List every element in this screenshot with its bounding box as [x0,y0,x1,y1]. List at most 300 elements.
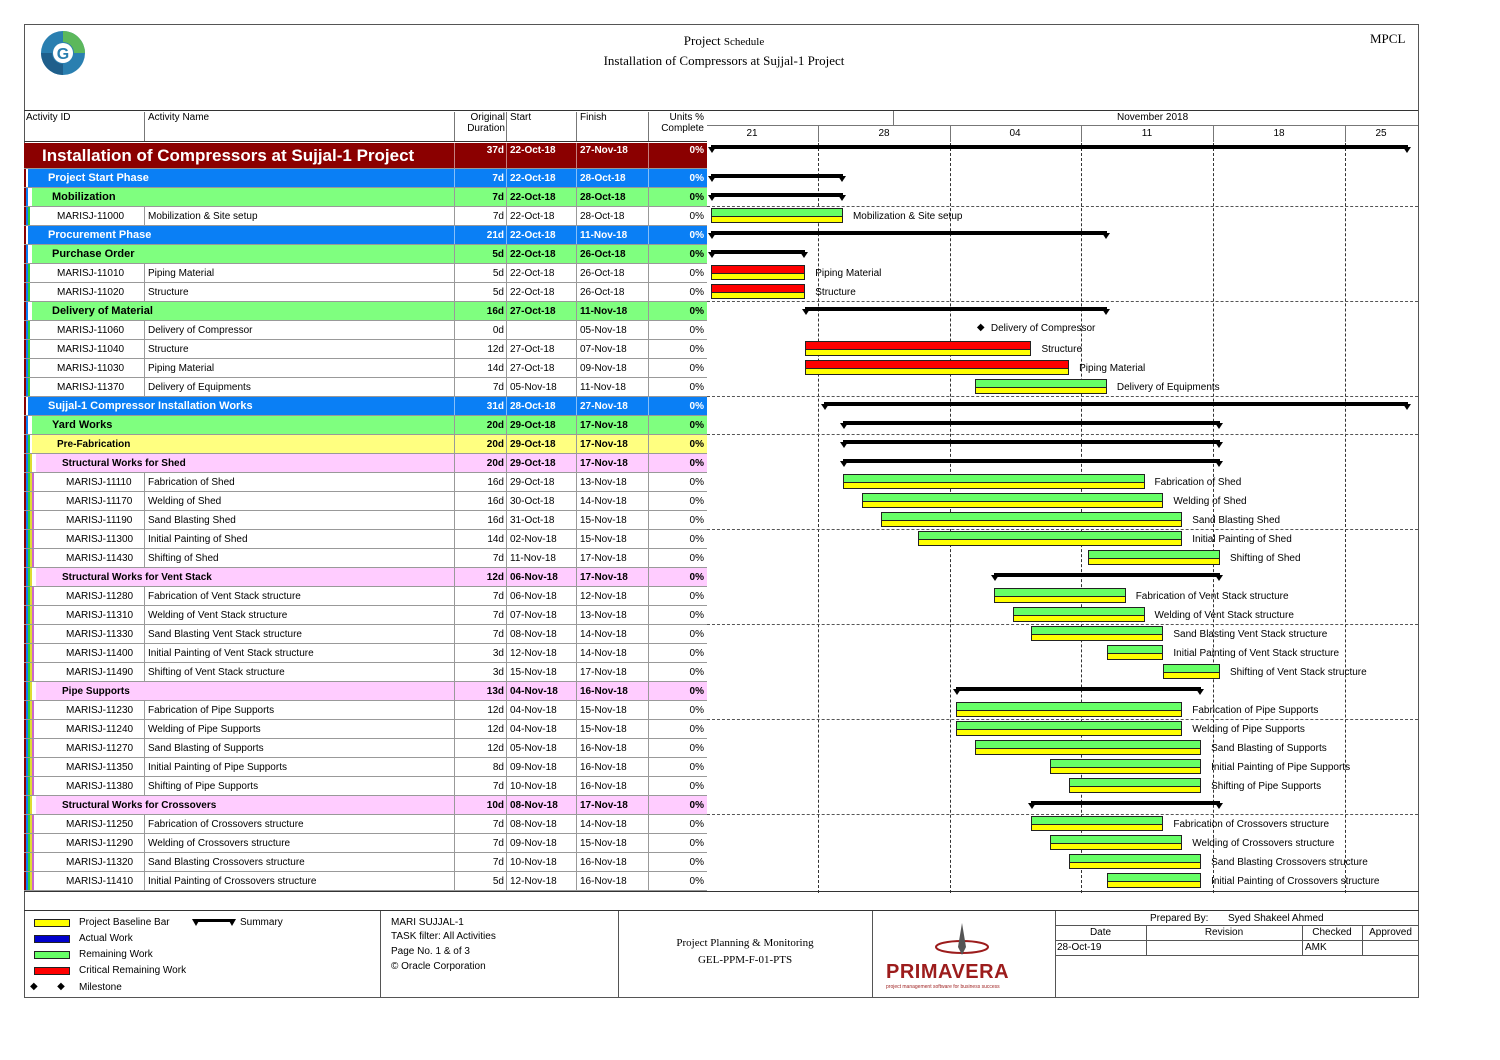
bar-label: Structure [815,287,856,298]
baseline-bar [1050,767,1201,774]
wbs-row[interactable] [24,796,707,815]
table-row[interactable] [24,720,707,739]
finish-date: 15-Nov-18 [580,704,627,716]
table-row[interactable] [24,359,707,378]
start-date: 07-Nov-18 [510,609,557,621]
start-date: 15-Nov-18 [510,666,557,678]
table-row[interactable] [24,340,707,359]
summary-bar[interactable] [843,440,1220,444]
start-date: 04-Nov-18 [510,685,558,697]
start-date: 22-Oct-18 [510,229,556,241]
sig-revision-header: Revision [1204,927,1244,938]
original-duration: 8d [492,761,504,773]
table-row[interactable] [24,606,707,625]
baseline-bar [881,520,1183,527]
activity-id: MARISJ-11380 [66,780,134,792]
start-date: 02-Nov-18 [510,533,557,545]
wbs-row[interactable] [24,226,707,245]
month-label: November 2018 [1117,112,1189,123]
units-complete: 0% [689,533,704,545]
table-row[interactable] [24,587,707,606]
units-complete: 0% [689,400,704,412]
original-duration: 37d [486,145,504,156]
start-date: 30-Oct-18 [510,495,555,507]
activity-name: Welding of Pipe Supports [148,723,261,735]
units-complete: 0% [689,552,704,564]
start-date: 28-Oct-18 [510,400,556,412]
original-duration: 7d [492,381,504,393]
activity-name: Sand Blasting Vent Stack structure [148,628,302,640]
finish-date: 14-Nov-18 [580,647,627,659]
start-date: 22-Oct-18 [510,191,556,203]
activity-name: Welding of Vent Stack structure [148,609,288,621]
gridline [707,301,1418,302]
wbs-row[interactable] [24,188,707,207]
activity-name: Shifting of Pipe Supports [148,780,259,792]
gridline [707,529,1418,530]
legend-actual: Actual Work [79,933,133,944]
start-date: 27-Oct-18 [510,362,555,374]
activity-id: MARISJ-11250 [66,818,134,830]
finish-date: 16-Nov-18 [580,761,627,773]
units-complete: 0% [689,210,704,222]
wbs-row[interactable] [24,143,707,169]
sig-checked-header: Checked [1312,927,1352,938]
gridline [707,434,1418,435]
finish-date: 26-Oct-18 [580,286,625,298]
original-duration: 7d [492,590,504,602]
finish-date: 13-Nov-18 [580,476,627,488]
original-duration: 7d [492,856,504,868]
wbs-row[interactable] [24,169,707,188]
baseline-bar [711,273,805,280]
wbs-row[interactable] [24,397,707,416]
activity-name: Structure [148,286,189,298]
start-date: 29-Oct-18 [510,457,556,469]
baseline-bar [956,710,1182,717]
original-duration: 5d [492,286,504,298]
original-duration: 10d [486,799,504,811]
bar-label: Mobilization & Site setup [852,211,963,222]
wbs-row[interactable] [24,416,707,435]
baseline-bar [862,501,1164,508]
legend-milestone-icon: ◆ ◆ [30,981,65,992]
units-complete: 0% [689,229,704,241]
table-row[interactable] [24,207,707,226]
original-duration: 5d [492,267,504,279]
start-date: 09-Nov-18 [510,837,557,849]
activity-name: Fabrication of Crossovers structure [148,818,304,830]
finish-date: 16-Nov-18 [580,780,627,792]
units-complete: 0% [689,191,704,203]
wbs-name: Yard Works [52,419,113,431]
units-complete: 0% [689,248,704,260]
original-duration: 31d [486,400,504,412]
summary-bar[interactable] [711,231,1107,235]
wbs-row[interactable] [24,454,707,473]
table-row[interactable] [24,321,707,340]
units-complete: 0% [689,875,704,887]
original-duration: 5d [492,248,504,260]
summary-bar[interactable] [843,421,1220,425]
table-row[interactable] [24,625,707,644]
finish-date: 15-Nov-18 [580,514,627,526]
wbs-name: Installation of Compressors at Sujjal-1 Project [42,145,415,165]
summary-bar[interactable] [711,145,1408,149]
units-complete: 0% [689,172,704,184]
activity-name: Sand Blasting Crossovers structure [148,856,305,868]
original-duration: 7d [492,172,504,184]
col-activity-name[interactable]: Activity Name [148,112,210,123]
activity-name: Sand Blasting Shed [148,514,236,526]
units-complete: 0% [689,647,704,659]
bar-label: Initial Painting of Pipe Supports [1211,762,1351,773]
wbs-name: Pipe Supports [62,685,130,697]
activity-id: MARISJ-11400 [66,647,134,659]
table-row[interactable] [24,264,707,283]
units-complete: 0% [689,305,704,317]
sig-checked-value: AMK [1305,942,1327,953]
original-duration: 12d [487,723,504,735]
start-date: 29-Oct-18 [510,419,556,431]
svg-text:G: G [56,46,70,63]
finish-date: 28-Oct-18 [580,210,625,222]
baseline-bar [711,292,805,299]
start-date: 05-Nov-18 [510,381,557,393]
start-date [510,321,574,339]
table-row[interactable] [24,834,707,853]
week-label: 28 [878,128,890,139]
activity-id: MARISJ-11040 [57,343,125,355]
start-date: 31-Oct-18 [510,514,555,526]
table-row[interactable] [24,530,707,549]
sig-date-header: Date [1089,927,1112,938]
finish-date: 14-Nov-18 [580,818,627,830]
activity-name: Shifting of Shed [148,552,219,564]
baseline-bar [1163,672,1220,679]
start-date: 22-Oct-18 [510,267,555,279]
baseline-bar [918,539,1182,546]
milestone-icon[interactable]: ◆ [976,322,985,333]
col-units-complete[interactable]: Units % Complete [661,112,704,134]
original-duration: 20d [486,457,504,469]
finish-date: 27-Nov-18 [580,145,628,156]
activity-name: Initial Painting of Shed [148,533,248,545]
table-row[interactable] [24,663,707,682]
activity-name: Shifting of Vent Stack structure [148,666,285,678]
gridline [707,206,1418,207]
start-date: 27-Oct-18 [510,343,555,355]
units-complete: 0% [689,267,704,279]
start-date: 04-Nov-18 [510,723,557,735]
footer-copyright: © Oracle Corporation [391,961,486,972]
finish-date: 27-Nov-18 [580,400,628,412]
finish-date: 28-Oct-18 [580,172,626,184]
summary-bar[interactable] [824,402,1408,406]
start-date: 27-Oct-18 [510,305,556,317]
baseline-bar [1031,634,1163,641]
table-row[interactable] [24,758,707,777]
table-row[interactable] [24,739,707,758]
table-header [24,110,707,142]
summary-bar[interactable] [956,687,1201,691]
table-row[interactable] [24,872,707,891]
gridline [818,143,819,893]
start-date: 09-Nov-18 [510,761,557,773]
start-date: 06-Nov-18 [510,590,557,602]
baseline-bar [1069,862,1201,869]
wbs-name: Purchase Order [52,248,135,260]
week-label: 25 [1375,128,1387,139]
primavera-brand: PRIMAVERA [886,961,1010,983]
wbs-name: Project Start Phase [48,172,149,184]
activity-name: Initial Painting of Vent Stack structure [148,647,314,659]
baseline-bar [1031,824,1163,831]
table-row[interactable] [24,511,707,530]
units-complete: 0% [689,799,704,811]
primavera-logo-icon [932,921,992,957]
table-row[interactable] [24,777,707,796]
start-date: 11-Nov-18 [510,552,556,564]
bar-label: Piping Material [1079,363,1146,374]
start-date: 22-Oct-18 [510,145,556,156]
activity-id: MARISJ-11280 [66,590,134,602]
milestone-label: Delivery of Compressor [990,323,1096,334]
summary-bar[interactable] [711,193,843,197]
start-date: 29-Oct-18 [510,438,556,450]
wbs-name: Structural Works for Crossovers [62,799,217,811]
sig-date-value: 28-Oct-19 [1057,942,1102,953]
original-duration: 16d [487,476,504,488]
wbs-name: Pre-Fabrication [57,438,131,450]
col-start[interactable]: Start [510,112,532,123]
footer-page: Page No. 1 & of 3 [391,946,470,957]
table-row[interactable] [24,378,707,397]
table-row[interactable] [24,283,707,302]
activity-id: MARISJ-11270 [66,742,134,754]
activity-id: MARISJ-11110 [66,476,132,488]
table-row[interactable] [24,815,707,834]
bar-label: Initial Painting of Vent Stack structure [1173,648,1340,659]
finish-date: 15-Nov-18 [580,533,627,545]
finish-date: 17-Nov-18 [580,419,628,431]
finish-date: 16-Nov-18 [580,875,627,887]
start-date: 12-Nov-18 [510,875,557,887]
sig-approved-header: Approved [1369,927,1412,938]
start-date: 10-Nov-18 [510,856,557,868]
legend-baseline-swatch [34,919,70,927]
baseline-bar [975,748,1201,755]
bar-label: Shifting of Pipe Supports [1211,781,1322,792]
summary-bar[interactable] [711,250,805,254]
bar-label: Shifting of Shed [1229,553,1301,564]
finish-date: 12-Nov-18 [580,590,627,602]
table-row[interactable] [24,853,707,872]
activity-name: Fabrication of Shed [148,476,235,488]
wbs-name: Mobilization [52,191,116,203]
original-duration: 16d [487,514,504,526]
baseline-bar [711,216,843,223]
wbs-name: Structural Works for Vent Stack [62,571,212,583]
summary-bar[interactable] [1031,801,1220,805]
units-complete: 0% [689,145,704,156]
week-label: 04 [1009,128,1021,139]
activity-id: MARISJ-11010 [57,267,125,279]
bar-label: Fabrication of Pipe Supports [1192,705,1319,716]
start-date: 22-Oct-18 [510,210,555,222]
gridline [707,624,1418,625]
table-row[interactable] [24,492,707,511]
summary-bar[interactable] [805,307,1107,311]
finish-date: 16-Nov-18 [580,685,628,697]
wbs-row[interactable] [24,245,707,264]
baseline-bar [1107,881,1201,888]
table-row[interactable] [24,701,707,720]
baseline-bar [1013,615,1145,622]
legend-summary-icon [192,918,236,928]
activity-id: MARISJ-11030 [57,362,125,374]
finish-date: 11-Nov-18 [580,381,626,393]
col-original-duration[interactable]: Original Duration [467,112,505,134]
wbs-name: Structural Works for Shed [62,457,186,469]
col-finish[interactable]: Finish [580,112,607,123]
units-complete: 0% [689,343,704,355]
footer-doc-code: GEL-PPM-F-01-PTS [697,954,793,966]
baseline-bar [843,482,1145,489]
activity-name: Delivery of Equipments [148,381,251,393]
activity-id: MARISJ-11410 [66,875,134,887]
summary-bar[interactable] [711,174,843,178]
wbs-row[interactable] [24,302,707,321]
bar-label: Sand Blasting of Supports [1211,743,1327,754]
bar-label: Fabrication of Crossovers structure [1173,819,1330,830]
gridline [707,814,1418,815]
finish-date: 26-Oct-18 [580,248,626,260]
original-duration: 12d [487,704,504,716]
activity-id: MARISJ-11230 [66,704,134,716]
original-duration: 7d [492,780,504,792]
activity-name: Initial Painting of Crossovers structure [148,875,317,887]
bar-label: Sand Blasting Shed [1192,515,1281,526]
wbs-row[interactable] [24,435,707,454]
primavera-tagline: project management software for business success [886,984,1000,990]
original-duration: 20d [486,419,504,431]
summary-bar[interactable] [843,459,1220,463]
original-duration: 16d [487,495,504,507]
start-date: 12-Nov-18 [510,647,557,659]
baseline-bar [994,596,1126,603]
finish-date: 17-Nov-18 [580,552,627,564]
timeline-month-header [707,110,1418,126]
finish-date: 15-Nov-18 [580,837,627,849]
activity-id: MARISJ-11370 [57,381,125,393]
prepared-by-label: Prepared By: [1150,913,1209,924]
start-date: 06-Nov-18 [510,571,558,583]
baseline-bar [1050,843,1182,850]
start-date: 29-Oct-18 [510,476,555,488]
bar-label: Initial Painting of Crossovers structure [1211,876,1380,887]
units-complete: 0% [689,590,704,602]
original-duration: 7d [492,609,504,621]
units-complete: 0% [689,818,704,830]
bar-label: Welding of Vent Stack structure [1154,610,1294,621]
bar-label: Structure [1041,344,1083,355]
original-duration: 14d [487,362,504,374]
finish-date: 09-Nov-18 [580,362,627,374]
units-complete: 0% [689,837,704,849]
original-duration: 20d [486,438,504,450]
summary-bar[interactable] [994,573,1220,577]
baseline-bar [805,349,1031,356]
start-date: 10-Nov-18 [510,780,557,792]
gridline [707,719,1418,720]
table-row[interactable] [24,473,707,492]
units-complete: 0% [689,628,704,640]
project-title: Installation of Compressors at Sujjal-1 Project [603,53,845,68]
finish-date: 16-Nov-18 [580,856,627,868]
units-complete: 0% [689,685,704,697]
units-complete: 0% [689,742,704,754]
wbs-name: Sujjal-1 Compressor Installation Works [48,400,253,412]
activity-id: MARISJ-11000 [57,210,125,222]
table-row[interactable] [24,549,707,568]
activity-id: MARISJ-11240 [66,723,134,735]
units-complete: 0% [689,286,704,298]
wbs-row[interactable] [24,568,707,587]
activity-name: Mobilization & Site setup [148,210,258,222]
units-complete: 0% [689,381,704,393]
finish-date: 26-Oct-18 [580,267,625,279]
original-duration: 5d [492,875,504,887]
timeline-week-header [707,126,1418,142]
start-date: 22-Oct-18 [510,172,556,184]
activity-id: MARISJ-11310 [66,609,134,621]
activity-id: MARISJ-11490 [66,666,134,678]
activity-name: Piping Material [148,362,215,374]
original-duration: 16d [486,305,504,317]
finish-date: 17-Nov-18 [580,438,628,450]
activity-id: MARISJ-11320 [66,856,134,868]
bar-label: Fabrication of Shed [1154,477,1242,488]
legend-actual-swatch [34,935,70,943]
units-complete: 0% [689,856,704,868]
finish-date: 13-Nov-18 [580,609,627,621]
units-complete: 0% [689,704,704,716]
original-duration: 7d [492,837,504,849]
original-duration: 12d [486,571,504,583]
units-complete: 0% [689,495,704,507]
wbs-name: Delivery of Material [52,305,153,317]
finish-date: 14-Nov-18 [580,495,627,507]
week-label: 11 [1141,128,1153,139]
original-duration: 0d [492,324,504,336]
start-date: 08-Nov-18 [510,799,558,811]
units-complete: 0% [689,666,704,678]
table-bottom-border [24,891,1419,892]
week-label: 21 [746,128,758,139]
original-duration: 7d [492,628,504,640]
units-complete: 0% [689,457,704,469]
col-activity-id[interactable]: Activity ID [26,112,71,123]
finish-date: 17-Nov-18 [580,571,628,583]
wbs-row[interactable] [24,682,707,701]
units-complete: 0% [689,419,704,431]
start-date: 08-Nov-18 [510,628,557,640]
table-row[interactable] [24,644,707,663]
baseline-bar [1069,786,1201,793]
footer [24,910,1419,998]
baseline-bar [1107,653,1164,660]
